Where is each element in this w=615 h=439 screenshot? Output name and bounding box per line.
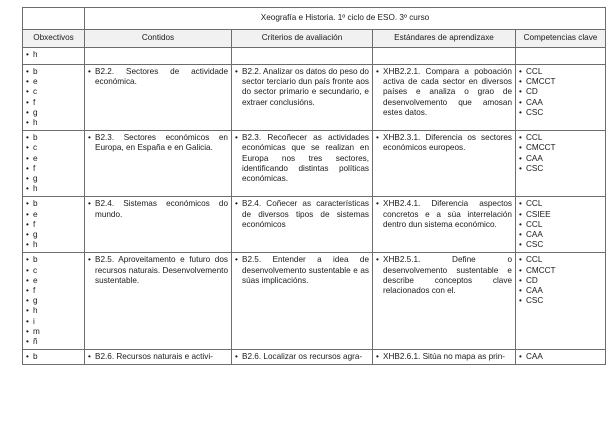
competences-cell [516, 65, 606, 131]
objectives-cell [23, 65, 85, 131]
standard-text-list [376, 352, 512, 362]
objectives-cell [23, 253, 85, 350]
list-item: • CSC [519, 164, 602, 174]
list-item: • CCL [519, 255, 602, 265]
standard-cell [373, 131, 516, 197]
criterion-text-list [235, 255, 369, 286]
competences-cell [516, 253, 606, 350]
list-item: • CD [519, 87, 602, 97]
content-text-list [88, 133, 228, 153]
objectives-cell [23, 131, 85, 197]
competences-list [519, 352, 602, 362]
list-item: • CAA [519, 154, 602, 164]
list-item: • CCL [519, 199, 602, 209]
objectives-list [26, 352, 81, 362]
list-item: • CMCCT [519, 77, 602, 87]
objectives-list [26, 50, 81, 60]
standard-text-list [376, 199, 512, 230]
list-item: • CD [519, 276, 602, 286]
criterion-cell [232, 65, 373, 131]
competences-cell [516, 350, 606, 365]
objectives-cell [23, 350, 85, 365]
criterion-text: • B2.5. Entender a idea de desenvolvemento sustentable e as súas implicacións. [235, 255, 369, 286]
criterion-cell [232, 253, 373, 350]
list-item: • g [26, 230, 81, 240]
list-item: • CCL [519, 67, 602, 77]
criterion-cell [232, 350, 373, 365]
list-item: • f [26, 98, 81, 108]
standard-text: • XHB2.5.1. Define o desenvolvemento sustentable e describe conceptos clave relacionados con el. [376, 255, 512, 296]
competences-cell [516, 131, 606, 197]
standard-cell [373, 197, 516, 253]
content-cell [85, 65, 232, 131]
header-objectives: Obxectivos [23, 30, 85, 48]
list-item: • b [26, 255, 81, 265]
criterion-text-list [235, 67, 369, 108]
list-item: • m [26, 327, 81, 337]
table-row [23, 253, 606, 350]
objectives-cell [23, 197, 85, 253]
standard-text-list [376, 67, 512, 118]
list-item: • b [26, 67, 81, 77]
list-item: • CAA [519, 352, 602, 362]
criterion-text-list [235, 199, 369, 230]
objectives-list [26, 67, 81, 128]
list-item: • h [26, 50, 81, 60]
content-text-list [88, 255, 228, 286]
list-item: • CAA [519, 286, 602, 296]
criterion-cell [232, 197, 373, 253]
competences-list [519, 255, 602, 306]
list-item: • e [26, 210, 81, 220]
content-text-list [88, 352, 228, 362]
standard-text-list [376, 133, 512, 153]
content-cell [85, 197, 232, 253]
competences-list [519, 67, 602, 118]
list-item: • CCL [519, 133, 602, 143]
list-item: • CSC [519, 108, 602, 118]
content-text: • B2.3. Sectores económicos en Europa, en España e en Galicia. [88, 133, 228, 153]
list-item: • h [26, 306, 81, 316]
standard-text: • XHB2.2.1. Compara a poboación activa de cada sector en diversos países e analiza o grao de desenvolvemento que amosan estes datos. [376, 67, 512, 118]
list-item: • CMCCT [519, 143, 602, 153]
criterion-text: • B2.2. Analizar os datos do peso do sector terciario dun país fronte aos do sector primario e secundario, e extraer conclusións. [235, 67, 369, 108]
standard-text: • XHB2.3.1. Diferencia os sectores económicos europeos. [376, 133, 512, 153]
list-item: • c [26, 266, 81, 276]
list-item: • g [26, 296, 81, 306]
competences-list [519, 133, 602, 174]
list-item: • e [26, 154, 81, 164]
header-standards: Estándares de aprendizaxe [373, 30, 516, 48]
list-item: • g [26, 108, 81, 118]
table-row [23, 197, 606, 253]
standard-cell [373, 253, 516, 350]
list-item: • CMCCT [519, 266, 602, 276]
list-item: • CAA [519, 230, 602, 240]
curriculum-table [22, 7, 606, 365]
content-cell [85, 131, 232, 197]
list-item: • f [26, 286, 81, 296]
list-item: • i [26, 317, 81, 327]
standard-cell [373, 48, 516, 65]
criterion-text: • B2.3. Recoñecer as actividades económicas que se realizan en Europa nos tres sectores, identificando distintas políticas económicas. [235, 133, 369, 184]
list-item: • ñ [26, 337, 81, 347]
table-title: Xeografía e Historia. 1º ciclo de ESO. 3º curso [85, 8, 606, 30]
standard-text: • XHB2.6.1. Sitúa no mapa as prin- [376, 352, 512, 362]
objectives-list [26, 255, 81, 347]
list-item: • b [26, 352, 81, 362]
list-item: • CCL [519, 220, 602, 230]
content-cell [85, 253, 232, 350]
content-text: • B2.5. Aproveitamento e futuro dos recursos naturais. Desenvolvemento sustentable. [88, 255, 228, 286]
list-item: • g [26, 174, 81, 184]
criterion-text: • B2.4. Coñecer as características de diversos tipos de sistemas económicos [235, 199, 369, 230]
standard-text-list [376, 255, 512, 296]
criterion-text-list [235, 133, 369, 184]
competences-cell [516, 48, 606, 65]
content-text-list [88, 199, 228, 219]
header-criteria: Criterios de avaliación [232, 30, 373, 48]
list-item: • h [26, 118, 81, 128]
list-item: • e [26, 276, 81, 286]
objectives-list [26, 199, 81, 250]
objectives-cell [23, 48, 85, 65]
list-item: • h [26, 240, 81, 250]
criterion-cell [232, 131, 373, 197]
content-cell [85, 350, 232, 365]
list-item: • CSIEE [519, 210, 602, 220]
standard-text: • XHB2.4.1. Diferencia aspectos concretos e a súa interrelación dentro dun sistema económico. [376, 199, 512, 230]
criterion-text-list [235, 352, 369, 362]
list-item: • h [26, 184, 81, 194]
content-text: • B2.6. Recursos naturais e activi- [88, 352, 228, 362]
list-item: • c [26, 87, 81, 97]
header-competences: Competencias clave [516, 30, 606, 48]
list-item: • b [26, 133, 81, 143]
content-cell [85, 48, 232, 65]
title-row [23, 8, 606, 30]
list-item: • e [26, 77, 81, 87]
table-row [23, 65, 606, 131]
objectives-list [26, 133, 81, 194]
table-row [23, 350, 606, 365]
list-item: • CSC [519, 296, 602, 306]
content-text-list [88, 67, 228, 87]
curriculum-document [22, 7, 605, 365]
list-item: • CAA [519, 98, 602, 108]
list-item: • b [26, 199, 81, 209]
header-contents: Contidos [85, 30, 232, 48]
criterion-text: • B2.6. Localizar os recursos agra- [235, 352, 369, 362]
list-item: • CSC [519, 240, 602, 250]
header-row [23, 30, 606, 48]
table-row [23, 48, 606, 65]
list-item: • f [26, 164, 81, 174]
standard-cell [373, 65, 516, 131]
content-text: • B2.4. Sistemas económicos do mundo. [88, 199, 228, 219]
competences-list [519, 199, 602, 250]
table-row [23, 131, 606, 197]
criterion-cell [232, 48, 373, 65]
standard-cell [373, 350, 516, 365]
content-text: • B2.2. Sectores de actividade económica. [88, 67, 228, 87]
title-spacer-cell [23, 8, 85, 30]
competences-cell [516, 197, 606, 253]
list-item: • c [26, 143, 81, 153]
list-item: • f [26, 220, 81, 230]
